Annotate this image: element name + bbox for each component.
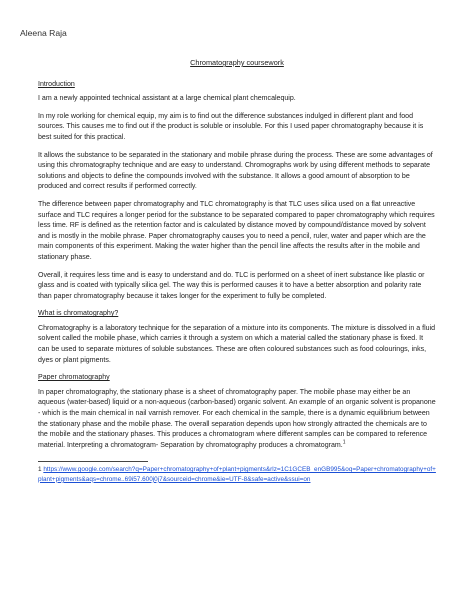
paragraph-3: It allows the substance to be separated in the stationary and mobile phrase during the process. These are some advantages of using this chromatography technique and are easy to understand. Chromographs work by using different methods to separate solutions and objects to define the compounds involved with the substance. It allows a good amount of absorption to be produced and correct results if performed correctly.	[38, 151, 433, 191]
footnote	[38, 465, 436, 484]
paragraph-7-text: In paper chromatography, the stationary phase is a sheet of chromatography paper. The mobile phase may either be an aqueous (water-based) liquid or a non-aqueous (carbon-based) organic solvent. An example of an organic solvent is propanone - which is the main chemical in nail varnish remover. For each chemical in the sample, there is a dynamic equilibrium between the stationary phase and the mobile phase. The overall separation depends upon how strongly attracted the chemicals are to the mobile and the stationary phases. This produces a chromatogram where different samples can be compared to reference material. Interpreting a chromatogram- Separation by chromatography produces a chromatogram.	[38, 388, 436, 449]
document-title: Chromatography coursework	[190, 58, 284, 67]
paragraph-4: The difference between paper chromatography and TLC chromatography is that TLC uses silica used on a flat unreactive surface and TLC requires a longer period for the substance to be separated compared to paper chromatography which requires less time. RF is defined as the retention factor and is calculated by distance moved by compound/distance moved by solvent and is mostly in the mobile phrase. Paper chromatography causes you to need a pencil, ruler, water and paper which are the main components of this experiment. Making the water higher than the pencil line affects the results after in the mobile and stationary phase.	[38, 200, 435, 261]
what-is-chromatography-heading: What is chromatography?	[38, 310, 119, 318]
paragraph-7	[38, 388, 436, 452]
document-body	[38, 58, 436, 484]
paragraph-1: I am a newly appointed technical assistant at a large chemical plant chemcalequip.	[38, 95, 296, 103]
paragraph-6: Chromatography is a laboratory technique for the separation of a mixture into its components. The mixture is dissolved in a fluid solvent called the mobile phase, which carries it through a system on which a material called the stationary phase is fixed. It can be used to separate mixtures of soluble substances. These are often coloured substances such as food colourings, inks, dyes or plant pigments.	[38, 324, 436, 364]
footnote-divider	[38, 461, 148, 462]
footnote-number: 1	[38, 466, 42, 474]
footnote-link[interactable]: https://www.google.com/search?q=Paper+chromatography+of+plant+pigments&rlz=1C1GCEB_enGB995&oq=Paper+chromatography+of+plant+pigments&aqs=chrome..69i57.600j0j7&sourceid=chrome&ie=UTF-8&safe=active&ssui=on	[38, 466, 436, 483]
paper-chromatography-heading: Paper chromatography	[38, 374, 110, 382]
paragraph-2: In my role working for chemical equip, my aim is to find out the difference substances indulged in different plant and food sources. This causes me to find out if the product is soluble or insoluble. For this I used paper chromatography because it is best suited for this practical.	[38, 112, 424, 141]
footnote-reference[interactable]: 1	[342, 439, 346, 446]
introduction-heading: Introduction	[38, 80, 75, 88]
paragraph-5: Overall, it requires less time and is easy to understand and do. TLC is performed on a sheet of inert substance like plastic or glass and is coated with typically silica gel. The way this is performed causes it to have a better absorption and polarity rate than paper chromatography because it takes longer for the experiment to fully be completed.	[38, 271, 425, 300]
author-name: Aleena Raja	[20, 28, 67, 38]
